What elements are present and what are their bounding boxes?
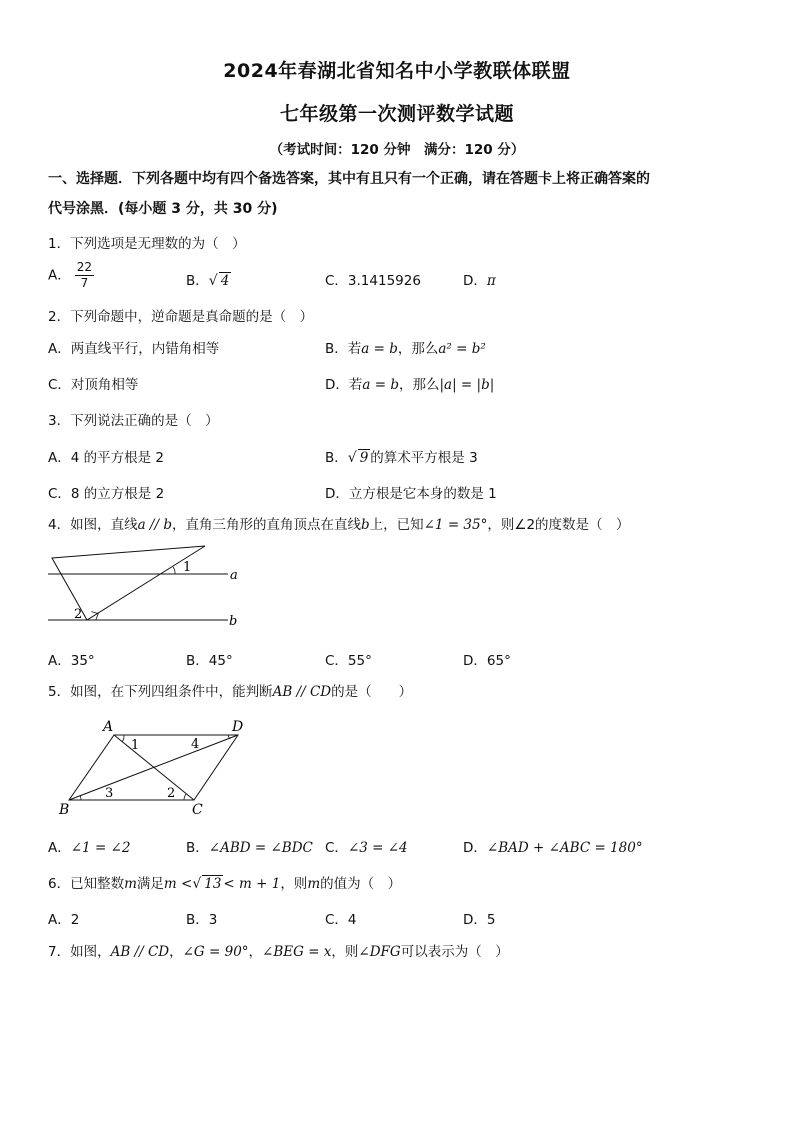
- q3-option-b-radicand: 9: [359, 450, 369, 466]
- q1-option-b: [186, 269, 231, 289]
- q5-stem-part2: 的是（ ）: [331, 684, 413, 700]
- q2-option-d-then: ，那么: [399, 377, 440, 393]
- q2-option-d: [325, 373, 494, 393]
- q1-stem: 1．下列选项是无理数的为（ ）: [48, 236, 246, 252]
- q6-option-d: D．5: [463, 912, 496, 928]
- q2-option-b: [325, 337, 486, 357]
- q5-stem-parallel: AB // CD: [272, 684, 332, 700]
- q6-stem-m2: m: [307, 876, 321, 892]
- q4-figure: [40, 540, 250, 635]
- q5-option-a: [48, 836, 130, 856]
- q2-option-d-prefix: D．若: [325, 377, 363, 393]
- q5-option-c: [325, 836, 408, 856]
- q1-option-d-label: D．: [463, 273, 487, 289]
- q4-stem-line-b: b: [360, 517, 370, 533]
- q3-option-c: C．8 的立方根是 2: [48, 486, 165, 502]
- section-heading-line1: 一、选择题．下列各题中均有四个备选答案，其中有且只有一个正确，请在答题卡上将正确答案的: [48, 171, 650, 187]
- q5-option-c-value: ∠3 = ∠4: [347, 840, 408, 856]
- q2-option-b-condition: a = b: [361, 341, 398, 357]
- section-heading-line2: 代号涂黑．(每小题 3 分，共 30 分): [48, 201, 278, 217]
- q6-stem-part2: 满足: [136, 876, 164, 892]
- q5-option-b: [186, 836, 313, 856]
- q6-option-a: A．2: [48, 912, 80, 928]
- q7-stem-part2: ，: [169, 944, 183, 960]
- q1-option-b-label: B．: [186, 273, 209, 289]
- section-heading: [48, 164, 760, 224]
- q2-option-d-condition: a = b: [362, 377, 399, 393]
- q5-label-A: A: [103, 719, 114, 735]
- q5-option-a-value: ∠1 = ∠2: [70, 840, 131, 856]
- q4-option-b: B．45°: [186, 653, 233, 669]
- q6-stem-part3: ，则: [280, 876, 308, 892]
- q6-stem: [48, 872, 401, 892]
- q5-option-b-label: B．: [186, 840, 209, 856]
- q5-option-d-label: D．: [463, 840, 487, 856]
- q4-stem-parallel: a // b: [137, 517, 172, 533]
- q3-option-a: A．4 的平方根是 2: [48, 450, 164, 466]
- q7-stem-angle-g: ∠G = 90°: [182, 944, 249, 960]
- q5-label-angle1: 1: [131, 738, 140, 753]
- exam-info: （考试时间：120 分钟 满分：120 分）: [269, 142, 525, 158]
- q6-stem-ineq-right: < m + 1: [223, 876, 281, 892]
- q2-option-b-then: ，那么: [397, 341, 439, 357]
- q4-label-angle2: 2: [74, 607, 83, 622]
- exam-subtitle: 七年级第一次测评数学试题: [279, 103, 514, 125]
- q7-stem-angle-dfg: ∠DFG: [358, 944, 401, 960]
- q7-stem-part3: ，: [248, 944, 263, 960]
- q5-label-C: C: [192, 802, 203, 818]
- q1-option-c: C．3.1415926: [325, 273, 421, 289]
- q5-option-d: [463, 836, 643, 856]
- q4-option-d: D．65°: [463, 653, 511, 669]
- q1-option-a-label: A．: [48, 267, 71, 284]
- q5-stem: [48, 680, 412, 700]
- q3-stem: 3．下列说法正确的是（ ）: [48, 413, 219, 429]
- q5-figure: [55, 714, 255, 820]
- q1-option-b-radicand: 4: [220, 273, 230, 289]
- q1-option-a-numerator: 22: [76, 260, 93, 274]
- q5-label-angle4: 4: [191, 737, 200, 752]
- q4-stem-part1: 4．如图，直线: [48, 517, 138, 533]
- q2-option-b-prefix: B．若: [325, 341, 362, 357]
- q5-stem-part1: 5．如图，在下列四组条件中，能判断: [48, 684, 273, 700]
- q1-option-d: [463, 269, 496, 289]
- q5-label-angle2: 2: [167, 786, 176, 801]
- q1-option-b-radical: √: [208, 273, 218, 289]
- q4-stem-part2: ，直角三角形的直角顶点在直线: [171, 517, 361, 533]
- q4-label-a: a: [230, 568, 238, 583]
- q2-option-a: A．两直线平行，内错角相等: [48, 341, 220, 357]
- q2-stem: 2．下列命题中，逆命题是真命题的是（ ）: [48, 309, 314, 325]
- q7-stem-part1: 7．如图，: [48, 944, 111, 960]
- q7-stem-angle-beg: ∠BEG = x: [262, 944, 332, 960]
- exam-title: 2024年春湖北省知名中小学教联体联盟: [223, 60, 571, 82]
- q2-option-d-result: |a| = |b|: [439, 377, 495, 393]
- q6-stem-part1: 6．已知整数: [48, 876, 125, 892]
- q4-stem-part4: ，则∠2的度数是（ ）: [487, 517, 630, 533]
- q4-option-c: C．55°: [325, 653, 372, 669]
- q5-option-d-value: ∠BAD + ∠ABC = 180°: [486, 840, 643, 856]
- q5-angle1-arc: [122, 735, 124, 742]
- q2-option-c: C．对顶角相等: [48, 377, 139, 393]
- q6-stem-part4: 的值为（ ）: [320, 876, 402, 892]
- q6-stem-ineq-left: m <: [163, 876, 193, 892]
- q5-option-b-value: ∠ABD = ∠BDC: [208, 840, 313, 856]
- q6-stem-radicand: 13: [204, 876, 222, 892]
- q4-stem-part3: 上，已知: [369, 517, 424, 533]
- q3-option-b-rest: 的算术平方根是 3: [370, 450, 478, 466]
- q4-option-a: A．35°: [48, 653, 95, 669]
- q5-angle2-arc: [184, 794, 186, 800]
- q5-label-B: B: [59, 802, 70, 818]
- q3-option-b-radical: √: [347, 450, 357, 466]
- q7-stem-part4: ，则: [331, 944, 359, 960]
- q2-option-b-result: a² = b²: [438, 341, 486, 357]
- q5-label-D: D: [232, 719, 244, 735]
- q5-option-a-label: A．: [48, 840, 71, 856]
- q3-option-d: D．立方根是它本身的数是 1: [325, 486, 497, 502]
- q4-stem-angle1: ∠1 = 35°: [423, 517, 488, 533]
- q5-diagonal-bd: [69, 735, 238, 800]
- q1-option-a-denominator: 7: [80, 276, 89, 290]
- q3-option-b: [325, 446, 478, 466]
- q4-label-b: b: [229, 614, 238, 629]
- q1-option-a-fraction: [75, 260, 94, 291]
- q6-stem-m: m: [124, 876, 137, 892]
- q1-option-d-value: π: [486, 273, 496, 289]
- q1-option-a: [48, 260, 94, 291]
- q7-stem-parallel: AB // CD: [110, 944, 170, 960]
- q3-option-b-label: B．: [325, 450, 348, 466]
- q6-stem-radical: √: [192, 876, 202, 892]
- q6-option-b: B．3: [186, 912, 218, 928]
- q4-label-angle1: 1: [183, 560, 192, 575]
- q5-label-angle3: 3: [105, 786, 114, 801]
- q4-angle1-arc: [173, 567, 175, 574]
- q4-stem: [48, 513, 630, 533]
- q5-option-c-label: C．: [325, 840, 348, 856]
- q7-stem-part5: 可以表示为（ ）: [400, 944, 509, 960]
- q7-stem: [48, 940, 509, 960]
- q6-option-c: C．4: [325, 912, 357, 928]
